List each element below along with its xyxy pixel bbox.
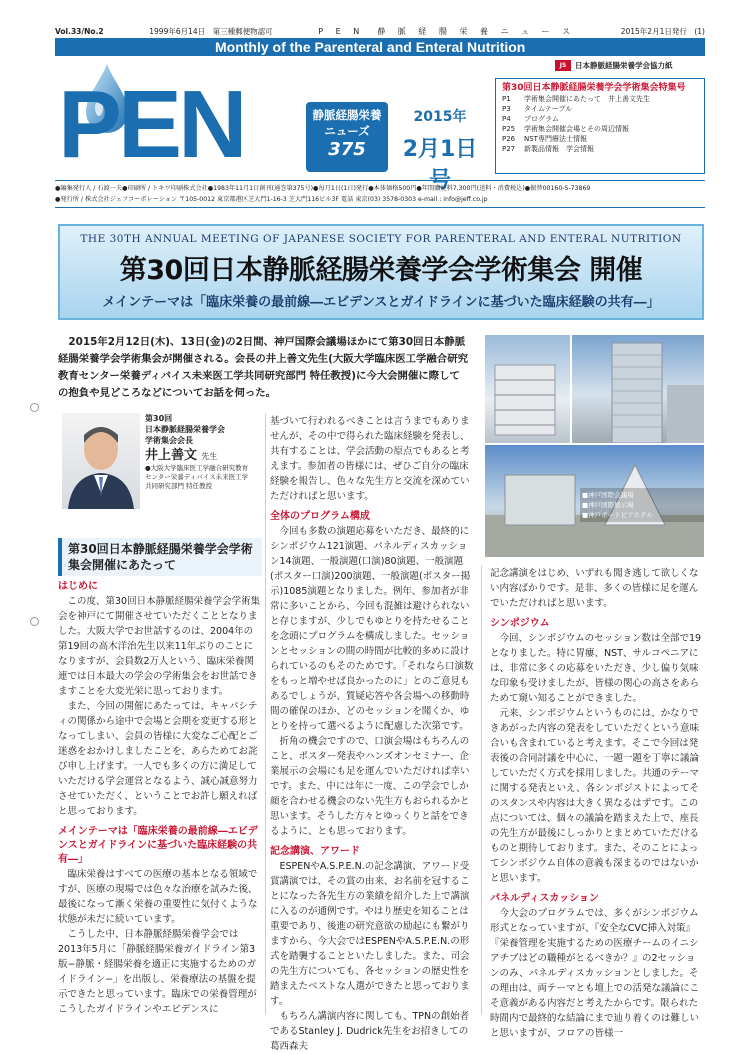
publication-info [55, 180, 705, 208]
subheading-theme: メインテーマは「臨床栄養の最前線―エビデンスとガイドラインに基づいた臨床経験の共有―」 [58, 826, 258, 865]
building-photo-icon [485, 335, 570, 443]
pen-logo-text: PEN [58, 71, 244, 178]
association-credit [555, 58, 705, 72]
binding-hole-icon [30, 403, 39, 412]
pen-logo [58, 62, 308, 178]
badge-line1: 静脈経腸栄養 [312, 108, 382, 122]
headline-english: THE 30TH ANNUAL MEETING OF JAPANESE SOCIETY FOR PARENTERAL AND ENTERAL NUTRITION [80, 233, 682, 245]
hotel-tower-photo [572, 335, 704, 443]
person-portrait-icon [62, 413, 140, 509]
subheading-intro: はじめに [58, 581, 98, 592]
headline-box [58, 224, 704, 320]
jspen-logo-icon: JS [555, 60, 571, 71]
paragraph: もちろん講演内容に関しても、TPNの創始者であるStanley J. Dudrick先生をお招きしての葛西森夫 [270, 1011, 470, 1052]
paragraph: 今回も多数の演題応募をいただき、最終的にシンポジウム121演題、パネルディスカッション14演題、一般演題(口演)80演題、一般演題(ポスター口演)200演題、一般演題(ポスター掲示)1085演題となりました。例年、参加者が非常に多いことから、今回も混雑は避けられないと存じますが、少しでもゆとりを持たせることを念頭にプログラムを構成しました。セッションとセッションの間の時間が比較的多めに設けられているのもそのためです。「それなら口演数をもっと増やせば良かったのに」とのご意見もあるでしょうが、質疑応答や各会場への移動時間の確保のほか、どのセッションを聞くか、ゆとりを持って選べるように配慮した次第です。 [270, 526, 474, 732]
badge-line2: ニューズ [324, 124, 370, 138]
association-name: 日本静脈経腸栄養学会協力紙 [575, 60, 673, 70]
contents-item: P26 NST専門療法士情報 [502, 135, 587, 143]
headline-theme: メインテーマは「臨床栄養の最前線―エビデンスとガイドラインに基づいた臨床経験の共有―」 [102, 295, 660, 310]
contents-item: P25 学術集会開催会場とその周辺情報 [502, 125, 629, 133]
publication-info-line1: ●編集発行人 / 石渡一夫●印刷所 / トキワ印刷株式会社●1983年11月1日創刊(通巻第375号)●毎月1日(1日)発行●本体価格500円●年間購読料7,300円(送料・消費税込)●振替00160-5-73869 [55, 185, 591, 192]
paragraph: 折角の機会ですので、口演会場はもちろんのこと、ポスター発表やハンズオンセミナー、企業展示の会場にも足を運んでいただければ幸いです。また、中には年に一度、この学会でしか顔を合わせる機会のない先生方もおられるかと思います。そうした方々とゆっくりと話をできるように、とも思っております。 [270, 736, 470, 837]
paragraph: 臨床栄養はすべての医療の基本となる領域ですが、医療の現場では色々な治療を試みた後、最後になって漸く栄養の重要性に気付くような状態が未だに続いています。 [58, 869, 258, 925]
article-column-2 [270, 414, 474, 1054]
person-role: 第30回 [145, 414, 173, 423]
contents-item: P4 プログラム [502, 115, 559, 123]
paragraph: 今大会のプログラムでは、多くがシンポジウム形式となっていますが、『安全なCVC挿入対策』『栄養管理を実施するための医療チームのイニシアチブはどの職種がとるべきか？』の2セッションのみ、パネルディスカッションとしました。その理由は、両テーマとも壇上での活発な議論にこそ意義がある内容だと考えたからです。限られた時間内で最終的な結論にまで辿り着くのは難しいと思いますが、フロアの皆様一 [490, 908, 700, 1039]
badge-number: 375 [328, 139, 366, 160]
article-column-3 [490, 566, 704, 1041]
section-title: 第30回日本静脈経腸栄養学会学術集会開催にあたって [58, 538, 262, 576]
issue-date-page: 2015年2月1日発行 (1) [620, 26, 705, 36]
contents-title: 第30回日本静脈経腸栄養学会学術集会特集号 [502, 83, 686, 93]
header-topline [55, 24, 705, 38]
contents-box [495, 78, 705, 174]
article-column-1 [58, 580, 262, 1017]
portrait-photo [62, 413, 140, 509]
paragraph: こうした中、日本静脈経腸栄養学会では2013年5月に「静脈経腸栄養ガイドライン第3版−静脈・経腸栄養を適正に実施するためのガイドライン−」を出版し、栄養療法の基盤を提示できたと思っています。臨床での栄養管理がこうしたガイドラインやエビデンスに [58, 929, 257, 1015]
paragraph: 基づいて行われるべきことは言うまでもありませんが、その中で得られた臨床経験を発表し、共有することは、学会活動の原点でもあると考えます。参加者の皆様には、ぜひご自分の臨床経験を報告し、色々な先生方と交流を深めていただければと思います。 [270, 416, 470, 502]
convention-center-photo [485, 335, 570, 443]
contents-item: P3 タイムテーブル [502, 105, 573, 113]
column-divider [481, 566, 482, 1014]
paragraph: この度、第30回日本静脈経腸栄養学会学術集会を神戸にて開催させていただくこととなりました。大阪大学でお世話するのは、2004年の第19回の高木洋治先生以来11年ぶりのことになりますが、会員数2万人という、臨床栄養関連では日本最大の学会の学術集会をお世話できますことを大変光栄に思っております。 [58, 596, 261, 697]
registration-text: 1999年6月14日 第三種郵便物認可 [149, 26, 273, 36]
person-role: 日本静脈経腸栄養学会 [145, 425, 225, 434]
person-role: 学術集会会長 [145, 436, 193, 445]
headline-japanese: 第30回日本静脈経腸栄養学会学術集会 開催 [119, 255, 643, 286]
paragraph: また、今回の開催にあたっては、キャパシティの関係から途中で会場と会期を変更する形となってしまい、会員の皆様に大変なご心配とご迷惑をおかけしましたことを、あらためてお詫び申し上げます。一人でも多くの方に満足していただける学会運営となるよう、誠心誠意努力させていただく、ということでお許し願えればと思っております。 [58, 701, 258, 817]
lead-paragraph: 2015年2月12日(木)、13日(金)の2日間、神戸国際会議場ほかにて第30回日本静脈経腸栄養学会学術集会が開催される。会長の井上善文先生(大阪大学臨床医工学融合研究教育センター栄養ディバイス未来医工学共同研究部門 特任教授)に今大会開催に際しての抱負や見どころなどについてお話を伺った。 [58, 336, 468, 399]
photo-legend: ■神戸国際会議場 ■神戸国際展示場 ■神戸ポートピアホテル [580, 488, 704, 522]
binding-hole-icon [30, 617, 39, 626]
person-affiliation: ●大阪大学臨床医工学融合研究教育センター栄養ディバイス未来医工学共同研究部門 特任教授 [145, 464, 249, 490]
issue-year: 2015年 [413, 109, 467, 125]
paragraph: 元来、シンポジウムというものには、かなりできあがった内容の発表をしていただくという意味合いも含まれていると考えます。そこで今回は発表後の合同討議を中心に、一題一題を丁寧に議論していただく方式を採用しました。共通のテーマに関する発表といえ、各シンポジストによってそのスタンスや内容は大きく異なるはずです。この点については、個々の議論を踏まえた上で、座長の先生方が最後にしっかりとまとめていただけるものと期待しております。また、そのことによってシンポジウム自体の意義も深まるのではないかと思います。 [490, 708, 700, 884]
person-info [145, 413, 250, 491]
contents-item: P27 新製品情報 学会情報 [502, 145, 594, 153]
volume-number: Vol.33/No.2 [55, 26, 104, 36]
contents-item: P1 学術集会開催にあたって 井上善文先生 [502, 95, 650, 103]
subheading-symposium: シンポジウム [490, 618, 550, 629]
issue-day: 2月1日号 [402, 137, 478, 193]
subheading-lecture: 記念講演、アワード [270, 846, 360, 857]
paragraph: 今回、シンポジウムのセッション数は全部で19となりました。特に胃瘻、NST、サルコペニアには、非常に多くの応募をいただき、少し偏り気味な印象も受けましたが、皆様の関心の高さをあらためて窺い知ることができました。 [490, 633, 702, 704]
column-divider [265, 414, 266, 1014]
tower-photo-icon [572, 335, 704, 443]
subheading-panel: パネルディスカッション [490, 893, 599, 904]
publication-info-line2: ●発行所 / 株式会社ジェフコーポレーション 〒105-0012 東京都港区芝大門1-16-3 芝大門116ビル3F 電話 東京(03) 3578-0303 e-mail : info@jeff.co.jp [55, 196, 488, 203]
issue-number-badge [306, 102, 388, 172]
publication-name: P E N 静 脈 経 腸 栄 養 ニ ュ ー ス [318, 26, 576, 36]
paragraph: ESPENやA.S.P.E.N.の記念講演、アワード受賞講演では、その賞の由来、お名前を冠することになった各先生方の業績を紹介した上で講演に入るのが通例です。やはり歴史を知ることは重要であり、後進の研究意欲の励起にも繋がりますから、今大会ではESPENやA.S.P.E.N.の形式を踏襲することといたしました。また、司会の先生方についても、各セッションの歴史性を踏まえたベストな人選ができたと思っております。 [270, 861, 470, 1007]
header-banner: Monthly of the Parenteral and Enteral Nutrition [55, 38, 705, 56]
issue-date [392, 104, 488, 193]
paragraph: 記念講演をはじめ、いずれも聞き逃して欲しくない内容ばかりです。是非、多くの皆様に足を運んでいただければと思います。 [490, 568, 699, 609]
subheading-program: 全体のプログラム構成 [270, 511, 370, 522]
person-name: 井上善文 先生 [145, 448, 218, 463]
